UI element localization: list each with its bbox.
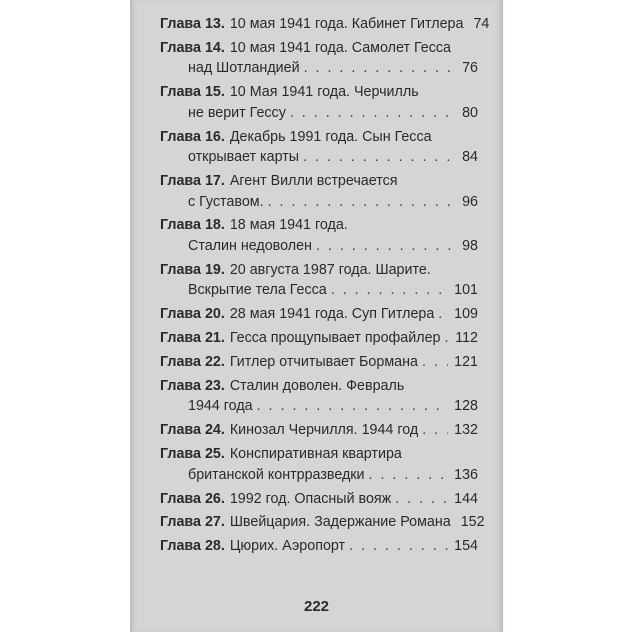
dot-leader <box>303 147 456 168</box>
chapter-title: 1944 года <box>188 398 253 415</box>
page-ref: 112 <box>455 330 478 347</box>
toc-entry-line <box>160 14 490 35</box>
chapter-label: Глава 14. <box>160 39 225 56</box>
toc-entry-line <box>160 396 478 417</box>
chapter-title: Гесса прощупывает профайлер <box>229 330 441 347</box>
page-ref: 136 <box>454 466 478 483</box>
page-ref: 128 <box>454 398 478 415</box>
chapter-title: 18 мая 1941 года. <box>229 217 348 234</box>
chapter-label: Глава 28. <box>160 538 225 555</box>
page-ref: 152 <box>460 514 485 531</box>
dot-leader <box>304 58 457 79</box>
toc-entry <box>160 376 478 417</box>
toc-entry <box>160 444 478 485</box>
chapter-label: Глава 20. <box>160 306 225 323</box>
toc-entry-line <box>160 192 478 213</box>
page-ref: 96 <box>462 193 478 210</box>
toc-entry-line <box>160 376 478 397</box>
chapter-title: Конспиративная квартира <box>229 446 402 463</box>
chapter-title: Вскрытие тела Гесса <box>188 282 327 299</box>
chapter-title: Сталин доволен. Февраль <box>229 377 405 394</box>
toc-entry-line <box>160 420 478 441</box>
toc-entry-line <box>160 444 478 465</box>
page-ref: 121 <box>454 354 478 371</box>
chapter-title: Декабрь 1991 года. Сын Гесса <box>229 128 432 145</box>
chapter-title: 20 августа 1987 года. Шарите. <box>229 261 431 278</box>
chapter-label: Глава 23. <box>160 377 225 394</box>
toc-entry <box>160 260 478 301</box>
page-ref: 74 <box>473 16 490 32</box>
chapter-title: британской контрразведки <box>188 466 365 483</box>
chapter-title: не верит Гессу <box>188 104 286 121</box>
toc-entry <box>160 304 478 325</box>
chapter-title: Швейцария. Задержание Романа <box>229 514 451 531</box>
toc-entry-line <box>160 38 478 59</box>
toc-entry <box>160 82 478 123</box>
chapter-title: Сталин недоволен <box>188 237 312 254</box>
chapter-label: Глава 24. <box>160 422 225 439</box>
chapter-label: Глава 18. <box>160 217 225 234</box>
toc-entry-line <box>160 127 478 148</box>
toc-entry-line <box>160 82 478 103</box>
chapter-title: Агент Вилли встречается <box>229 173 398 190</box>
page-number: 222 <box>303 598 330 615</box>
toc-entry-line <box>160 489 478 510</box>
toc-entry-line <box>160 58 478 79</box>
toc-entry <box>160 536 478 557</box>
toc-entry-line <box>160 236 478 257</box>
toc-entry-line <box>160 328 478 349</box>
page-ref: 144 <box>454 490 478 507</box>
toc-entry <box>160 38 478 79</box>
dot-leader <box>290 103 456 124</box>
toc-entry <box>160 171 478 212</box>
chapter-label: Глава 19. <box>160 261 225 278</box>
dot-leader <box>422 352 448 373</box>
chapter-label: Глава 15. <box>160 84 225 101</box>
table-of-contents <box>160 14 490 557</box>
chapter-title: открывает карты <box>188 149 300 166</box>
dot-leader <box>349 536 448 557</box>
toc-entry <box>160 328 478 349</box>
chapter-label: Глава 21. <box>160 330 225 347</box>
page-ref: 80 <box>462 104 478 121</box>
toc-entry-line <box>160 280 478 301</box>
chapter-label: Глава 26. <box>160 490 225 507</box>
toc-entry-line <box>160 260 478 281</box>
toc-entry <box>160 352 478 373</box>
page-ref: 109 <box>454 306 478 323</box>
toc-entry <box>160 420 478 441</box>
toc-entry-line <box>160 512 485 533</box>
page-ref: 76 <box>462 60 478 77</box>
toc-entry <box>160 489 478 510</box>
chapter-label: Глава 13. <box>160 16 225 32</box>
chapter-title: 10 мая 1941 года. Кабинет Гитлера <box>229 16 464 32</box>
chapter-title: 10 Мая 1941 года. Черчилль <box>229 84 419 101</box>
toc-entry-line <box>160 103 478 124</box>
chapter-label: Глава 16. <box>160 128 225 145</box>
chapter-label: Глава 27. <box>160 514 225 531</box>
chapter-title: Кинозал Черчилля. 1944 год <box>229 422 419 439</box>
chapter-label: Глава 17. <box>160 173 225 190</box>
dot-leader <box>445 328 450 349</box>
chapter-title: 28 мая 1941 года. Суп Гитлера <box>229 306 435 323</box>
dot-leader <box>369 465 449 486</box>
toc-entry-line <box>160 171 478 192</box>
chapter-title: с Густавом. <box>188 193 264 210</box>
chapter-title: Цюрих. Аэропорт <box>229 538 346 555</box>
chapter-title: 1992 год. Опасный вояж <box>229 490 392 507</box>
toc-entry-line <box>160 465 478 486</box>
dot-leader <box>316 236 456 257</box>
chapter-title: Гитлер отчитывает Бормана <box>229 354 418 371</box>
toc-entry-line <box>160 352 478 373</box>
page-ref: 132 <box>454 422 478 439</box>
page-ref: 84 <box>462 149 478 166</box>
page-ref: 98 <box>462 237 478 254</box>
chapter-title: 10 мая 1941 года. Самолет Гесса <box>229 39 451 56</box>
toc-entry <box>160 512 485 533</box>
toc-entry-line <box>160 215 478 236</box>
dot-leader <box>331 280 448 301</box>
dot-leader <box>268 192 457 213</box>
dot-leader <box>395 489 448 510</box>
toc-entry-line <box>160 147 478 168</box>
dot-leader <box>438 304 448 325</box>
dot-leader <box>422 420 448 441</box>
toc-entry <box>160 215 478 256</box>
chapter-label: Глава 22. <box>160 354 225 371</box>
dot-leader <box>257 396 449 417</box>
page-ref: 154 <box>454 538 478 555</box>
toc-entry-line <box>160 304 478 325</box>
toc-entry-line <box>160 536 478 557</box>
page-ref: 101 <box>454 282 478 299</box>
toc-entry <box>160 127 478 168</box>
chapter-label: Глава 25. <box>160 446 225 463</box>
toc-entry <box>160 14 490 35</box>
chapter-title: над Шотландией <box>188 60 300 77</box>
